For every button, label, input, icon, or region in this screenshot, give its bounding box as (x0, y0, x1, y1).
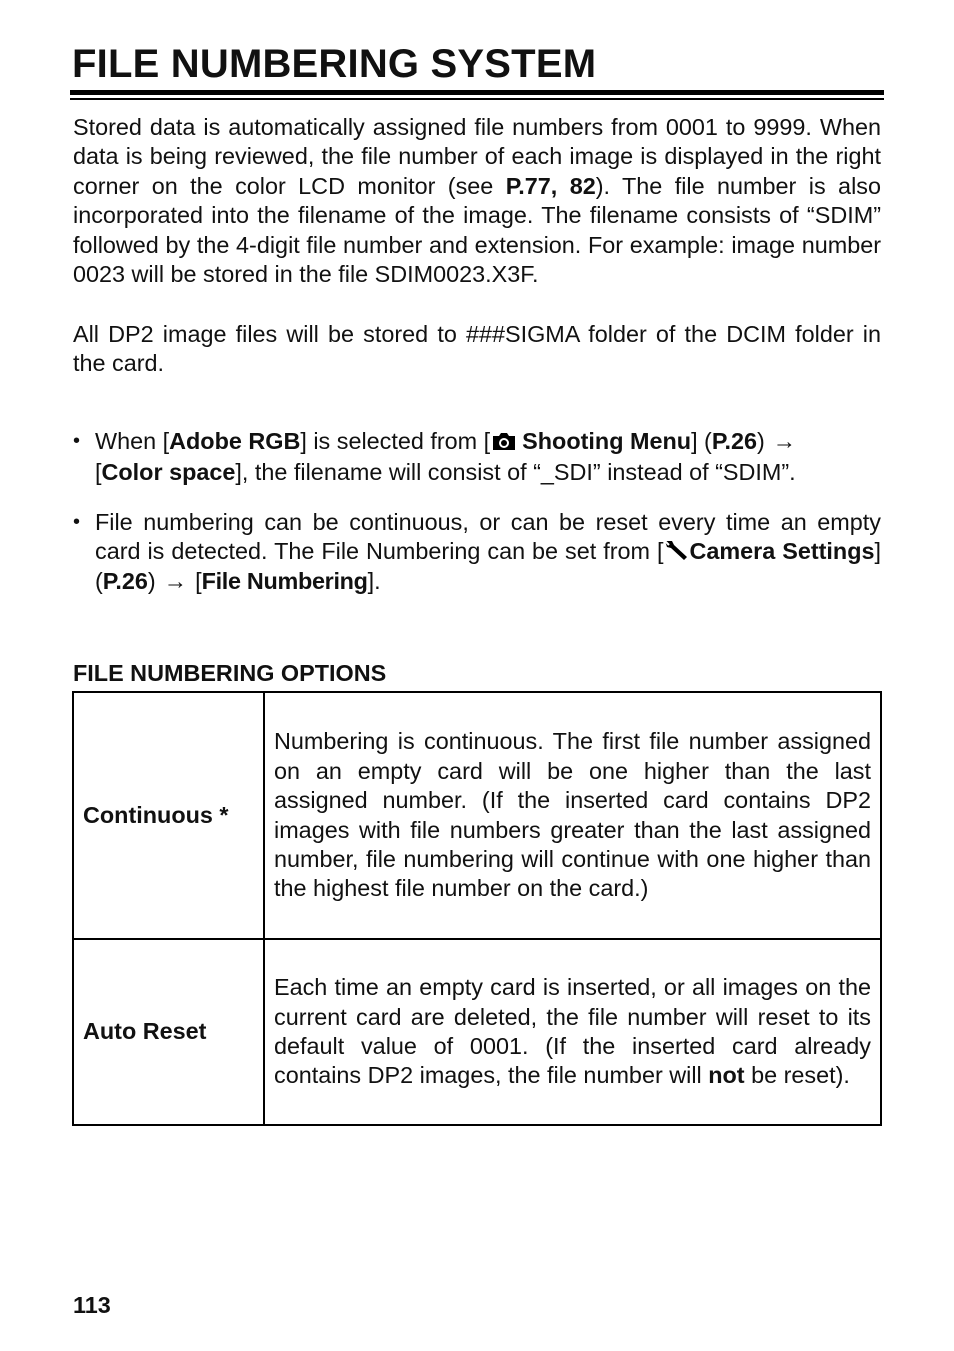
intro-text-a: Stored data is automatically assigned file numbers from 0001 to 9999. When data is being reviewed, the file number of each image is displayed in the right corner on the color LCD monitor (see (73, 114, 881, 199)
emphasis: not (708, 1062, 745, 1089)
option-description (264, 939, 881, 1125)
bullet-text (95, 508, 881, 596)
setting-name: Color space (101, 459, 236, 485)
intro-paragraph (73, 113, 881, 289)
menu-name: Camera Settings (689, 538, 875, 565)
setting-name: Adobe RGB (169, 428, 301, 454)
page-reference: P.26 (711, 428, 757, 454)
text-run: File numbering can be continuous, or can be reset every time an empty card is detected. The File Numbering can be set from [ (95, 509, 881, 565)
table-row (73, 692, 881, 939)
text-run: be reset). (744, 1062, 850, 1089)
camera-icon (490, 428, 518, 448)
options-table (72, 691, 882, 1126)
wrench-icon (663, 538, 689, 562)
option-label: Auto Reset (73, 939, 264, 1125)
storage-paragraph: All DP2 image files will be stored to ###SIGMA folder of the DCIM folder in the card. (73, 321, 881, 377)
bullet-item-numbering (73, 508, 881, 596)
option-label: Continuous * (73, 692, 264, 939)
text-run: ] ( (95, 538, 882, 594)
page-title: FILE NUMBERING SYSTEM (72, 42, 597, 86)
options-heading: FILE NUMBERING OPTIONS (73, 660, 387, 686)
text-run: ], the filename will consist of “_SDI” instead of “SDIM”. (235, 459, 796, 485)
intro-text-b: ). The file number is also incorporated into the filename of the image. The filename consists of “SDIM” followed by the 4-digit file number and extension. For example: image number 0023 will be stored in the file SDIM0023.X3F. (73, 172, 881, 288)
page-reference: P.26 (102, 567, 148, 594)
menu-name: Shooting Menu (522, 428, 692, 454)
bullet-dot: • (73, 430, 81, 452)
setting-name: File Numbering (201, 567, 368, 594)
option-description: Numbering is continuous. The first file number assigned on an empty card will be one higher than the last assigned number. (If the inserted card contains DP2 images with file numbers greater than the last assigned number, file numbering will continue with one higher than the highest file number on the card.) (264, 692, 881, 939)
bullet-dot: • (73, 511, 81, 533)
text-run: ] is selected from [ (300, 428, 491, 454)
title-rule-thin (70, 98, 884, 100)
arrow-right-icon: → (772, 428, 797, 454)
page-number: 113 (73, 1292, 111, 1318)
title-rule-thick (70, 90, 884, 95)
text-run: ) (147, 567, 156, 594)
table-row (73, 939, 881, 1125)
bullet-item-adobe-rgb (73, 426, 881, 488)
arrow-right-icon: → (163, 567, 188, 594)
text-run: When [ (95, 428, 170, 454)
text-run: ]. (367, 567, 381, 594)
text-run: ] ( (691, 428, 712, 454)
text-run: [ (95, 459, 102, 485)
text-run: ) (756, 428, 765, 454)
bullet-text (95, 426, 881, 488)
text-run: Each time an empty card is inserted, or all images on the current card are deleted, the file number will reset to its default value of 0001. (If the inserted card already contains DP2 images, the file number will (274, 974, 871, 1089)
page-reference: P.77, 82 (505, 172, 596, 199)
text-run: [ (195, 567, 202, 594)
